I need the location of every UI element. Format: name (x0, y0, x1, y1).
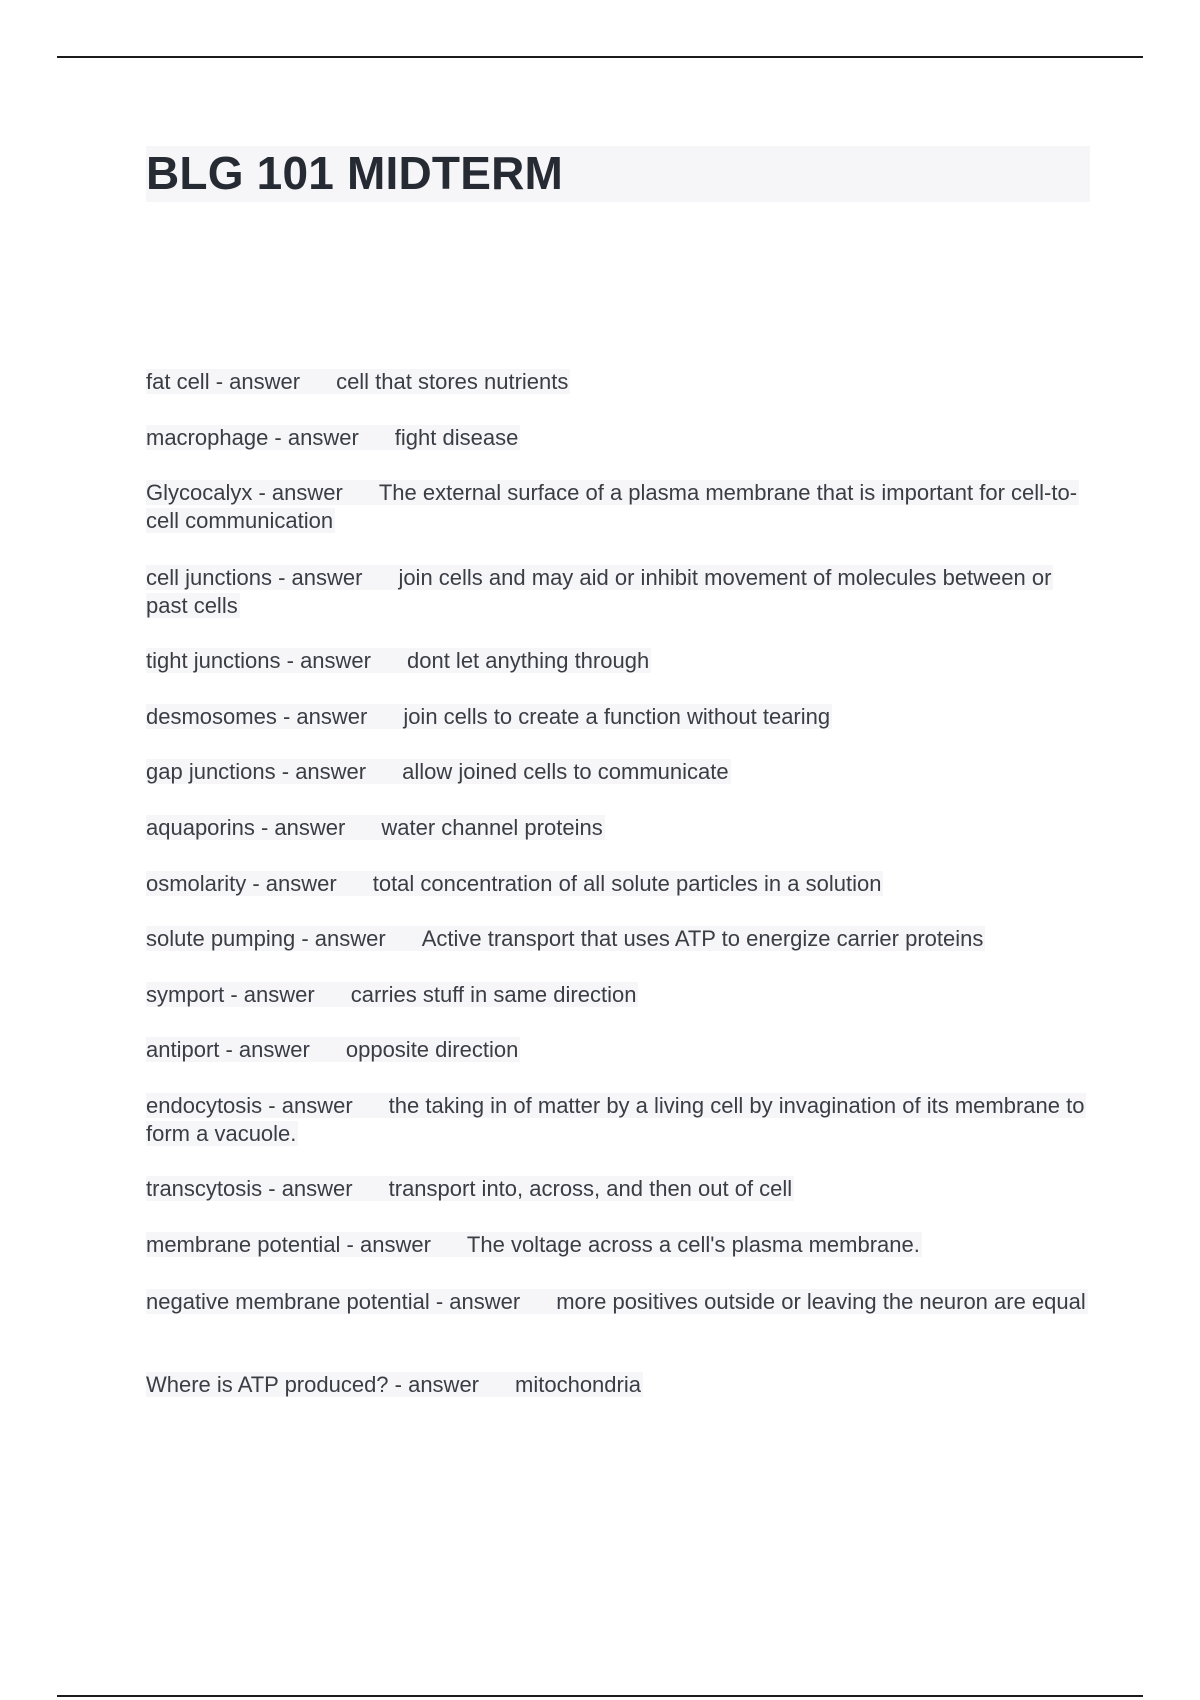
top-rule (57, 56, 1143, 58)
qa-term: osmolarity - answer (146, 871, 337, 896)
qa-answer: fight disease (394, 425, 519, 450)
qa-answer: cell that stores nutrients (336, 369, 569, 394)
qa-item (146, 1092, 1090, 1148)
qa-term: solute pumping - answer (146, 926, 386, 951)
qa-answer: more positives outside or leaving the neuron are equal (556, 1289, 1086, 1314)
qa-term: symport - answer (146, 982, 315, 1007)
qa-term: gap junctions - answer (146, 759, 367, 784)
qa-term: endocytosis - answer (146, 1093, 353, 1118)
qa-term: Where is ATP produced? - answer (146, 1372, 480, 1397)
qa-item (146, 647, 1090, 675)
qa-term: membrane potential - answer (146, 1232, 431, 1257)
qa-term: tight junctions - answer (146, 648, 371, 673)
qa-answer: The external surface of a plasma membrane that is important for cell-to-cell communication (146, 480, 1078, 533)
qa-item (146, 814, 1090, 842)
qa-item (146, 368, 1090, 396)
qa-item (146, 1036, 1090, 1064)
qa-term: negative membrane potential - answer (146, 1289, 521, 1314)
qa-item (146, 981, 1090, 1009)
qa-item (146, 703, 1090, 731)
qa-answer: mitochondria (515, 1372, 641, 1397)
qa-item (146, 479, 1090, 535)
qa-answer: join cells and may aid or inhibit movement of molecules between or past cells (146, 565, 1052, 618)
qa-term: desmosomes - answer (146, 704, 368, 729)
qa-answer: water channel proteins (381, 815, 603, 840)
qa-answer: the taking in of matter by a living cell by invagination of its membrane to form a vacuole. (146, 1093, 1085, 1146)
qa-item (146, 424, 1090, 452)
qa-term: Glycocalyx - answer (146, 480, 343, 505)
qa-answer: dont let anything through (407, 648, 650, 673)
qa-item (146, 870, 1090, 898)
qa-term: transcytosis - answer (146, 1176, 353, 1201)
qa-answer: carries stuff in same direction (350, 982, 637, 1007)
qa-item (146, 564, 1090, 620)
qa-answer: Active transport that uses ATP to energize carrier proteins (421, 926, 984, 951)
qa-answer: total concentration of all solute particles in a solution (372, 871, 882, 896)
qa-answer: The voltage across a cell's plasma membrane. (466, 1232, 920, 1257)
qa-item (146, 758, 1090, 786)
qa-term: aquaporins - answer (146, 815, 346, 840)
qa-item (146, 1371, 1090, 1399)
qa-answer: allow joined cells to communicate (402, 759, 729, 784)
page-title: BLG 101 MIDTERM (146, 147, 564, 199)
qa-term: macrophage - answer (146, 425, 359, 450)
qa-item (146, 925, 1090, 953)
bottom-rule (57, 1695, 1143, 1697)
qa-answer: transport into, across, and then out of cell (388, 1176, 793, 1201)
qa-term: cell junctions - answer (146, 565, 363, 590)
qa-item (146, 1231, 1090, 1259)
qa-item (146, 1288, 1090, 1316)
qa-item (146, 1175, 1090, 1203)
qa-term: antiport - answer (146, 1037, 310, 1062)
qa-answer: join cells to create a function without tearing (403, 704, 831, 729)
qa-term: fat cell - answer (146, 369, 301, 394)
qa-answer: opposite direction (345, 1037, 519, 1062)
